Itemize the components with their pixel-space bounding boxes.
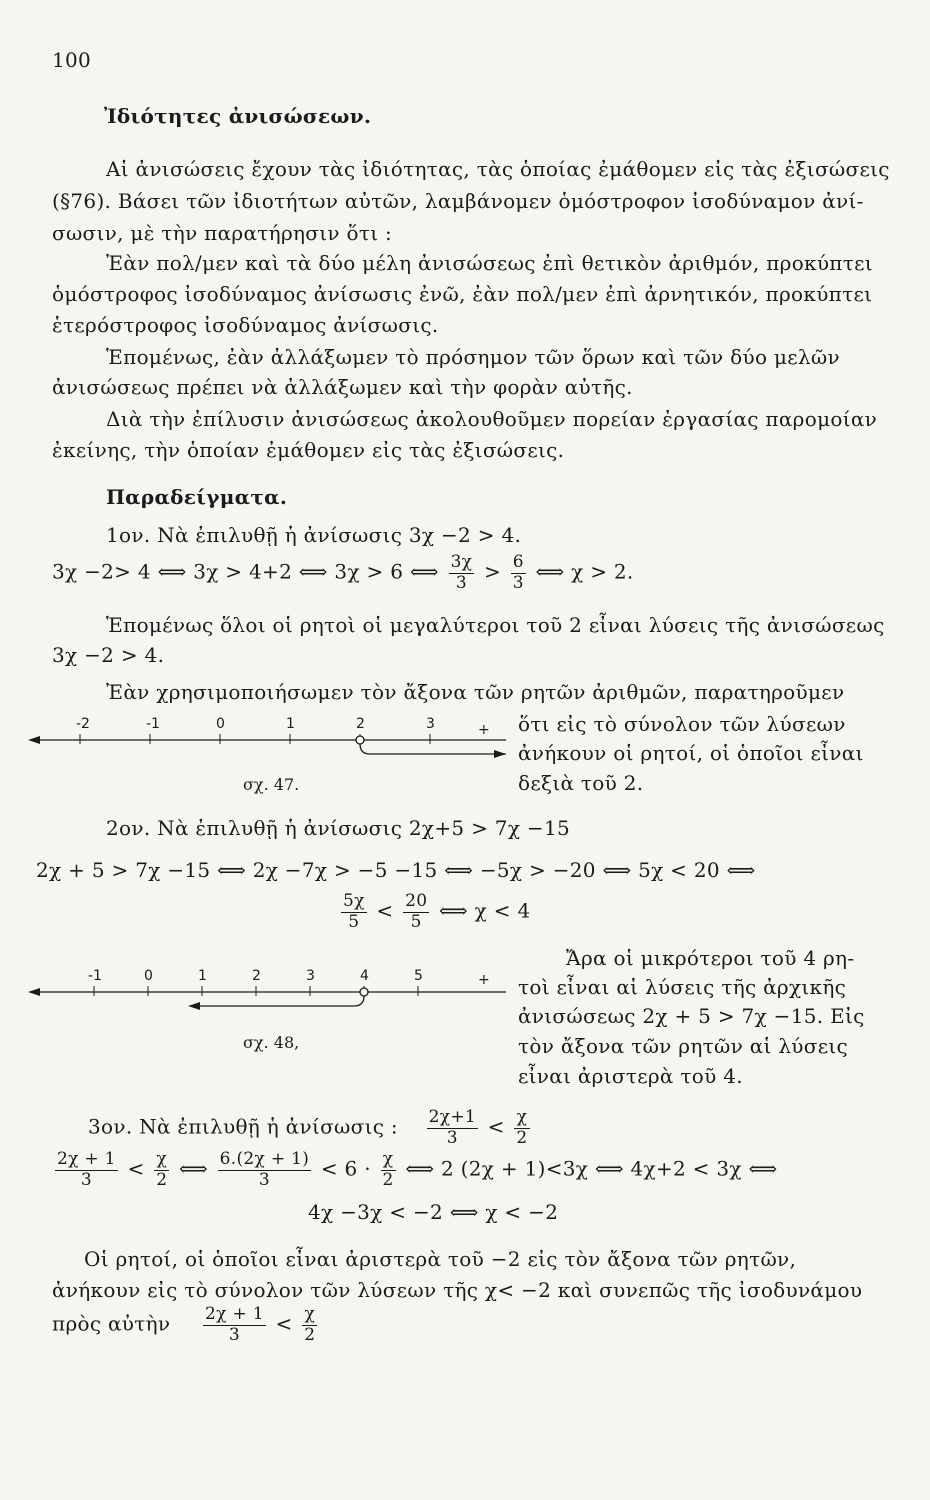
- ex3-e-lt: <: [275, 1311, 293, 1336]
- fig48-caption: σχ. 48,: [243, 1033, 300, 1052]
- fig48-open-point: [360, 988, 368, 996]
- ex3-c-frac-2: [154, 1150, 169, 1190]
- ex2-statement: 2ον. Νὰ ἐπιλυθῇ ἡ ἀνίσωσις 2χ+5 > 7χ −15: [106, 816, 571, 840]
- p2-line-2: ὁμόστροφος ἰσοδύναμος ἀνίσωσις ἐνῶ, ἐὰν πολ/μεν ἐπὶ ἀρνητικόν, προκύπτει: [52, 282, 873, 306]
- ex3-closing-3: πρὸς αὐτὴν: [52, 1311, 171, 1336]
- ex3-e-frac-2-den: 2: [304, 1324, 316, 1345]
- ex3-c-frac-4-den: 2: [382, 1169, 394, 1190]
- section-heading: Ἰδιότητες ἀνισώσεων.: [104, 104, 372, 128]
- ex2-frac-1-den: 5: [348, 911, 360, 932]
- ex1-conclusion-2: 3χ −2 > 4.: [52, 643, 165, 667]
- ex3-s-frac-2-num: χ: [514, 1108, 529, 1129]
- ex1-frac-1-den: 3: [455, 572, 467, 593]
- ex3-closing-2: ἀνήκουν εἰς τὸ σύνολον τῶν λύσεων τῆς χ< −2 καὶ συνεπῶς τῆς ἰσοδυνάμου: [52, 1278, 863, 1302]
- ex3-s-lt: <: [487, 1114, 505, 1139]
- ex1-frac-2-den: 3: [512, 572, 524, 593]
- ex3-line-2: 4χ −3χ < −2 ⟺ χ < −2: [308, 1200, 559, 1224]
- ex3-c-frac-1-num: 2χ + 1: [57, 1149, 116, 1169]
- p3-line-1: Ἑπομένως, ἐὰν ἀλλάξωμεν τὸ πρόσημον τῶν ὅρων καὶ τῶν δύο μελῶν: [106, 345, 840, 369]
- examples-heading: Παραδείγματα.: [106, 485, 288, 509]
- fig47-tick-label: -1: [146, 716, 160, 732]
- ex1-chain-a: 3χ −2> 4 ⟺ 3χ > 4+2 ⟺ 3χ > 6 ⟺: [52, 559, 439, 584]
- ex2-chain-b: ⟺ χ < 4: [439, 898, 531, 923]
- fig48-tick-label: 3: [306, 968, 315, 984]
- ex3-s-frac-1-den: 3: [446, 1127, 458, 1148]
- ex3-e-frac-1-num: 2χ + 1: [205, 1304, 264, 1324]
- fig47-tick-label: -2: [76, 716, 90, 732]
- fig47-left-arrow: [28, 736, 40, 744]
- fig47-ticks: [80, 734, 430, 744]
- ex2-chain-2: [338, 892, 530, 932]
- ex1-axis-intro: Ἐὰν χρησιμοποιήσωμεν τὸν ἄξονα τῶν ρητῶν ἀριθμῶν, παρατηροῦμεν: [106, 680, 845, 704]
- p3-line-2: ἀνισώσεως πρέπει νὰ ἀλλάξωμεν καὶ τὴν φορὰν αὐτῆς.: [52, 375, 633, 399]
- ex1-frac-2: [511, 553, 526, 593]
- fig48-tick-label: -1: [88, 968, 102, 984]
- p4-line-2: ἐκείνης, τὴν ὁποίαν ἐμάθομεν εἰς τὰς ἐξισώσεις.: [52, 438, 565, 462]
- fig47-solution-ray: [360, 744, 506, 754]
- ex2-side-1: Ἄρα οἱ μικρότεροι τοῦ 4 ρη-: [566, 946, 855, 970]
- page-number: 100: [52, 48, 92, 72]
- ex2-lt: <: [376, 898, 394, 923]
- ex2-frac-2-num: 20: [405, 891, 428, 911]
- fig47-open-point: [356, 736, 364, 744]
- ex3-e-frac-1: [203, 1305, 266, 1345]
- ex3-c-frac-4: [381, 1150, 396, 1190]
- ex3-c-frac-2-num: χ: [154, 1150, 169, 1171]
- fig48-tick-label: 0: [144, 968, 153, 984]
- fig48-tick-label: 1: [198, 968, 207, 984]
- ex3-e-frac-1-den: 3: [228, 1324, 240, 1345]
- ex1-chain: [52, 553, 634, 593]
- ex3-statement-line: [88, 1108, 533, 1148]
- ex2-side-4: τὸν ἄξονα τῶν ρητῶν αἱ λύσεις: [518, 1034, 849, 1058]
- ex1-side-3: δεξιὰ τοῦ 2.: [518, 771, 644, 795]
- fig48-tick-label: 2: [252, 968, 261, 984]
- ex2-frac-1-num: 5χ: [343, 891, 365, 911]
- fig47-tick-label: 2: [356, 716, 365, 732]
- ex3-c-frac-3-den: 3: [258, 1169, 270, 1190]
- ex2-side-3: ἀνισώσεως 2χ + 5 > 7χ −15. Εἰς: [518, 1004, 865, 1028]
- fig48-ray-arrow: [188, 1002, 200, 1010]
- number-line-fig47: [28, 712, 508, 772]
- ex3-c-frac-2-den: 2: [156, 1169, 168, 1190]
- p1-line-3: σωσιν, μὲ τὴν παρατήρησιν ὅτι :: [52, 221, 393, 245]
- ex3-c-times6: < 6 ·: [320, 1156, 371, 1181]
- ex1-conclusion-1: Ἑπομένως ὅλοι οἱ ρητοὶ οἱ μεγαλύτεροι τοῦ 2 εἶναι λύσεις τῆς ἀνισώσεως: [106, 613, 885, 637]
- ex2-frac-2: [403, 892, 429, 932]
- ex3-e-frac-2-num: χ: [302, 1305, 317, 1326]
- ex1-frac-1: [449, 553, 475, 593]
- ex3-s-frac-2: [514, 1108, 529, 1148]
- fig48-tick-label: 4: [360, 968, 369, 984]
- p2-line-1: Ἐὰν πολ/μεν καὶ τὰ δύο μέλη ἀνισώσεως ἐπὶ θετικὸν ἀριθμόν, προκύπτει: [106, 251, 873, 275]
- ex3-c-frac-3: [218, 1150, 311, 1190]
- fig47-tick-label: 3: [426, 716, 435, 732]
- fig47-plus-label: +: [478, 722, 490, 738]
- ex3-c-lt: <: [127, 1156, 145, 1181]
- ex3-e-frac-2: [302, 1305, 317, 1345]
- ex3-statement: 3ον. Νὰ ἐπιλυθῇ ἡ ἀνίσωσις :: [88, 1114, 398, 1139]
- ex2-frac-2-den: 5: [410, 911, 422, 932]
- ex3-c-frac-3-num: 6.(2χ + 1): [219, 1149, 310, 1169]
- fig48-plus-label: +: [478, 972, 490, 988]
- p4-line-1: Διὰ τὴν ἐπίλυσιν ἀνισώσεως ἀκολουθοῦμεν πορείαν ἐργασίας παρομοίαν: [106, 407, 878, 431]
- fig48-solution-ray: [198, 996, 364, 1006]
- fig48-ticks: [94, 986, 418, 996]
- p2-line-3: ἑτερόστροφος ἰσοδύναμος ἀνίσωσις.: [52, 313, 439, 337]
- ex2-side-2: τοὶ εἶναι αἱ λύσεις τῆς ἀρχικῆς: [518, 975, 847, 999]
- ex2-chain-a: 2χ + 5 > 7χ −15 ⟺ 2χ −7χ > −5 −15 ⟺ −5χ > −20 ⟺ 5χ < 20 ⟺: [36, 858, 756, 882]
- p1-line-1: Αἱ ἀνισώσεις ἔχουν τὰς ἰδιότητας, τὰς ὁποίας ἐμάθομεν εἰς τὰς ἐξισώσεις: [106, 157, 890, 181]
- fig47-caption: σχ. 47.: [243, 775, 300, 794]
- ex3-c-frac-1: [55, 1150, 118, 1190]
- fig47-tick-label: 1: [286, 716, 295, 732]
- ex1-frac-2-num: 6: [512, 552, 524, 572]
- ex1-statement: 1ον. Νὰ ἐπιλυθῇ ἡ ἀνίσωσις 3χ −2 > 4.: [106, 523, 522, 547]
- ex1-chain-b: ⟺ χ > 2.: [535, 559, 634, 584]
- ex3-c-frac-4-num: χ: [381, 1150, 396, 1171]
- number-line-fig48: [28, 962, 508, 1024]
- ex1-gt: >: [483, 559, 502, 584]
- ex1-frac-1-num: 3χ: [450, 552, 473, 572]
- ex3-c-iff: ⟺: [179, 1156, 208, 1181]
- ex3-s-frac-1: [427, 1108, 478, 1148]
- ex3-chain: [52, 1150, 777, 1190]
- ex1-side-2: ἀνήκουν οἱ ρητοί, οἱ ὁποῖοι εἶναι: [518, 741, 864, 765]
- ex2-frac-1: [341, 892, 367, 932]
- ex3-c-rest: ⟺ 2 (2χ + 1)<3χ ⟺ 4χ+2 < 3χ ⟺: [405, 1156, 778, 1181]
- ex1-side-1: ὅτι εἰς τὸ σύνολον τῶν λύσεων: [518, 712, 846, 736]
- p1-line-2: (§76). Βάσει τῶν ἰδιοτήτων αὐτῶν, λαμβάνομεν ὁμόστροφον ἰσοδύναμον ἀνί-: [52, 189, 864, 213]
- ex2-side-5: εἶναι ἀριστερὰ τοῦ 4.: [518, 1064, 743, 1088]
- ex3-closing-1: Οἱ ρητοί, οἱ ὁποῖοι εἶναι ἀριστερὰ τοῦ −2 εἰς τὸν ἄξονα τῶν ρητῶν,: [84, 1247, 797, 1271]
- ex3-closing-3-line: [52, 1305, 320, 1345]
- fig47-tick-label: 0: [216, 716, 225, 732]
- fig48-left-arrow: [28, 988, 40, 996]
- ex3-c-frac-1-den: 3: [80, 1169, 92, 1190]
- ex3-s-frac-1-num: 2χ+1: [428, 1107, 476, 1127]
- fig47-ray-arrow: [494, 750, 506, 758]
- fig48-tick-label: 5: [414, 968, 423, 984]
- ex3-s-frac-2-den: 2: [516, 1127, 528, 1148]
